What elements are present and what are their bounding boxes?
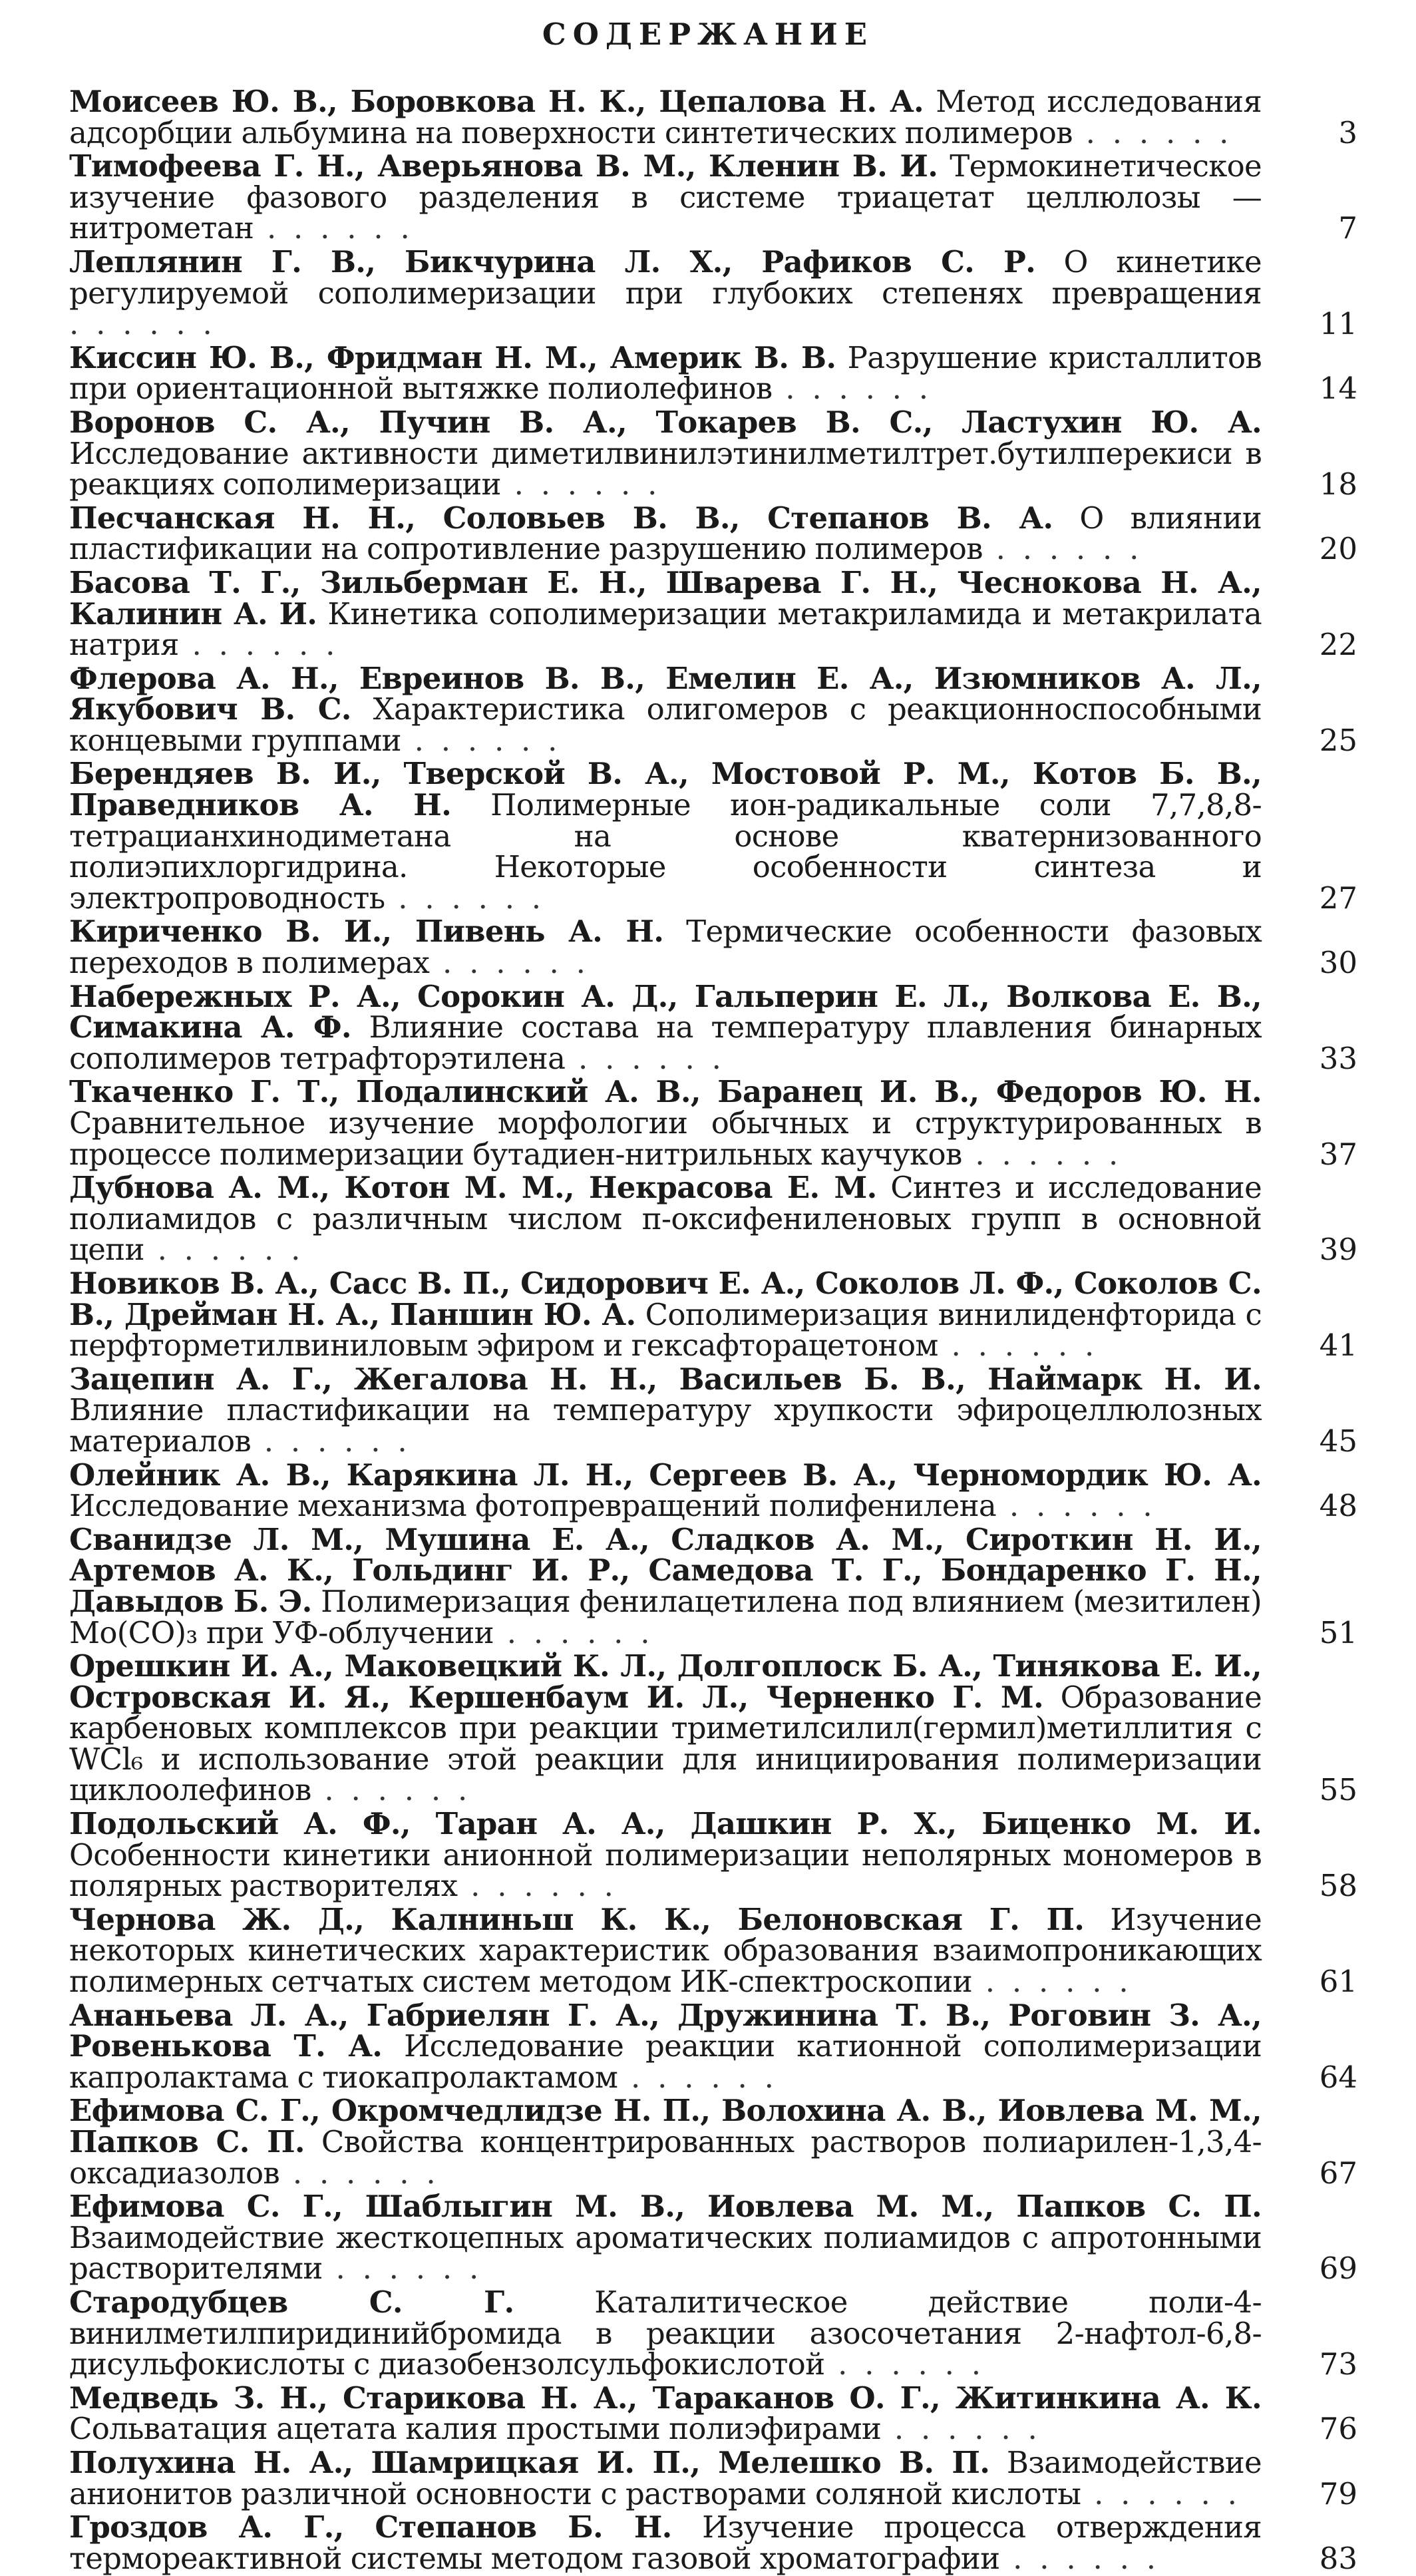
dot-leader: . . . . . . [772,371,933,407]
dot-leader: . . . . . . [881,2411,1041,2447]
toc-entry [69,404,1363,502]
entry-authors: Ефимова С. Г., Шаблыгин М. В., Иовлева М. М., Папков С. П. [69,2189,1262,2225]
toc-entry [69,500,1363,567]
toc-entry-text [69,1074,1262,1172]
dot-leader: . . . . . . [618,2059,778,2095]
entry-authors: Стародубцев С. Г. [69,2284,514,2320]
entry-title: Свойства концентрированных растворов полиарилен-1,3,4-оксадиазолов [69,2124,1262,2191]
toc-entry-text [69,2093,1262,2191]
toc-entry-text [69,2284,1262,2382]
toc-entry [69,2509,1363,2576]
entry-authors: Берендяев В. И., Тверской В. А., Мостовой Р. М., Котов Б. В., Праведников А. Н. [69,756,1262,823]
dot-leader: . . . . . . [279,2155,440,2191]
entry-title: Кинетика сополимеризации метакриламида и метакрилата натрия [69,596,1262,663]
dot-leader: . . . . . . [178,627,339,663]
entry-title: Сольватация ацетата калия простыми полиэфирами [69,2411,882,2447]
entry-page-number: 83 [1319,2540,1357,2576]
entry-page-number: 27 [1319,880,1357,916]
toc-entry [69,2191,1363,2285]
entry-page-number: 73 [1319,2346,1357,2382]
toc-entry-text [69,404,1262,502]
entry-authors: Воронов С. А., Пучин В. А., Токарев В. С., Ластухин Ю. А. [69,404,1262,440]
entry-page-number: 25 [1319,722,1357,758]
dot-leader: . . . . . . [385,880,546,916]
toc-entry-text [69,1806,1262,1904]
toc-entry-text [69,756,1262,916]
entry-title: Влияние пластификации на температуру хрупкости эфироцеллюлозных материалов [69,1392,1262,1459]
toc-entry-text [69,1265,1262,1364]
entry-page-number: 45 [1319,1423,1357,1459]
toc-entry [69,2093,1363,2191]
entry-authors: Дубнова А. М., Котон М. М., Некрасова Е. М. [69,1170,877,1206]
entry-authors: Новиков В. А., Сасс В. П., Сидорович Е. А., Соколов Л. Ф., Соколов С. В., Дрейман Н. А., Паншин Ю. А. [69,1265,1262,1332]
entry-title: О влиянии пластификации на сопротивление разрушению полимеров [69,500,1262,567]
entry-page-number: 3 [1338,114,1357,150]
toc-entry [69,564,1363,663]
dot-leader: . . . . . . [999,2540,1160,2576]
entry-title: Полимерные ион-радикальные соли 7,7,8,8-тетрацианхинодиметана на основе кватернизованного полиэпихлоргидрина. Некоторые особенности синтеза и электропроводность [69,787,1262,916]
toc-entry [69,1170,1363,1268]
dot-leader: . . . . . . [1072,114,1233,150]
entry-authors: Полухина Н. А., Шамрицкая И. П., Мелешко В. П. [69,2444,990,2480]
dot-leader: . . . . . . [824,2346,985,2382]
toc-entry [69,244,1363,342]
toc-entry [69,660,1363,758]
entry-page-number: 64 [1319,2059,1357,2095]
entry-page-number: 79 [1319,2476,1357,2511]
entry-authors: Флерова А. Н., Евреинов В. В., Емелин Е. А., Изюмников А. Л., Якубович В. С. [69,660,1262,727]
entry-title: Исследование механизма фотопревращений полифенилена [69,1488,997,1524]
toc-entry-text [69,2509,1262,2576]
dot-leader: . . . . . . [1081,2476,1241,2511]
dot-leader: . . . . . . [972,1964,1133,2000]
toc-entry-text [69,1170,1262,1268]
toc-entry [69,2380,1363,2447]
toc-entry [69,2284,1363,2382]
toc-entry [69,1265,1363,1364]
toc-entry-text [69,84,1262,150]
entry-page-number: 69 [1319,2251,1357,2287]
entry-page-number: 61 [1319,1964,1357,2000]
dot-leader: . . . . . . [457,1868,618,1904]
entry-authors: Олейник А. В., Карякина Л. Н., Сергеев В. А., Черномордик Ю. А. [69,1457,1262,1493]
toc-entry-text [69,2444,1262,2511]
toc-entry [69,1361,1363,1459]
entry-title: Изучение некоторых кинетических характеристик образования взаимопроникающих полимерных сетчатых систем методом ИК-спектроскопии [69,1901,1262,2000]
toc-entry-text [69,148,1262,246]
entry-title: Влияние состава на температуру плавления бинарных сополимеров тетрафторэтилена [69,1010,1262,1076]
entry-authors: Ткаченко Г. Т., Подалинский А. В., Баранец И. В., Федоров Ю. Н. [69,1074,1262,1110]
entry-title: Сравнительное изучение морфологии обычных и структурированных в процессе полимеризации бутадиен-нитрильных каучуков [69,1105,1262,1172]
dot-leader: . . . . . . [500,466,661,502]
toc-entry-text [69,2380,1262,2447]
toc-entry [69,84,1363,150]
entry-title: Сополимеризация винилиденфторида с перфторметилвиниловым эфиром и гексафторацетоном [69,1296,1262,1364]
entry-authors: Леплянин Г. В., Бикчурина Л. Х., Рафиков С. Р. [69,244,1036,279]
entry-page-number: 48 [1319,1488,1357,1524]
dot-leader: . . . . . . [311,1772,472,1808]
toc-entry [69,1901,1363,2000]
toc-entry-text [69,564,1262,663]
entry-authors: Гроздов А. Г., Степанов Б. Н. [69,2509,672,2545]
entry-title: Термические особенности фазовых переходов в полимерах [69,914,1262,981]
toc-entry [69,1806,1363,1904]
dot-leader: . . . . . . [429,945,590,981]
toc-entry [69,1457,1363,1524]
entry-page-number: 22 [1319,627,1357,663]
page-title: СОДЕРЖАНИЕ [542,17,874,52]
entry-authors: Чернова Ж. Д., Калниньш К. К., Белоновская Г. П. [69,1901,1085,1937]
toc-entry [69,148,1363,246]
toc-list [69,84,1363,2576]
entry-title: Термокинетическое изучение фазового разделения в системе триацетат целлюлозы — нитрометан [69,148,1262,246]
toc-entry-text [69,1521,1262,1650]
entry-title: Разрушение кристаллитов при ориентационной вытяжке полиолефинов [69,339,1262,407]
entry-title: Каталитическое действие поли-4-винилметилпиридинийбромида в реакции азосочетания 2-нафтол-6,8-дисульфокислоты с диазобензолсульфокислотой [69,2284,1262,2382]
entry-authors: Медведь З. Н., Старикова Н. А., Тараканов О. Г., Житинкина А. К. [69,2380,1262,2416]
entry-title: О кинетике регулируемой сополимеризации при глубоких степенях превращения [69,244,1262,311]
entry-page-number: 76 [1319,2411,1357,2447]
dot-leader: . . . . . . [144,1232,305,1268]
entry-page-number: 11 [1319,306,1357,342]
dot-leader: . . . . . . [996,1488,1156,1524]
toc-entry-text [69,2191,1262,2285]
toc-entry [69,978,1363,1076]
entry-page-number: 51 [1319,1614,1357,1650]
entry-title: Взаимодействие жесткоцепных ароматических полиамидов с апротонными растворителями [69,2219,1262,2287]
entry-page-number: 7 [1338,210,1357,246]
toc-entry-text [69,500,1262,567]
toc-entry-text [69,978,1262,1076]
entry-authors: Зацепин А. Г., Жегалова Н. Н., Васильев Б. В., Наймарк Н. И. [69,1361,1262,1397]
toc-entry-text [69,1997,1262,2095]
entry-authors: Сванидзе Л. М., Мушина Е. А., Сладков А. М., Сироткин Н. И., Артемов А. К., Гольдинг И. Р., Самедова Т. Г., Бондаренко Г. Н., Давыдов Б. Э. [69,1521,1262,1619]
toc-entry-text [69,1901,1262,2000]
entry-title: Полимеризация фенилацетилена под влиянием (мезитилен) Mo(CO)₃ при УФ-облучении [69,1583,1262,1650]
entry-authors: Орешкин И. А., Маковецкий К. Л., Долгоплоск Б. А., Тинякова Е. И., Островская И. Я., Кершенбаум И. Л., Черненко Г. М. [69,1648,1262,1715]
dot-leader: . . . . . . [254,210,414,246]
entry-authors: Ананьева Л. А., Габриелян Г. А., Дружинина Т. В., Роговин З. А., Ровенькова Т. А. [69,1997,1262,2064]
entry-title: Образование карбеновых комплексов при реакции триметилсилил(гермил)метиллития с WCl₆ и использование этой реакции для инициирования полимеризации циклоолефинов [69,1679,1262,1808]
dot-leader: . . . . . . [493,1614,654,1650]
toc-entry-text [69,914,1262,981]
dot-leader: . . . . . . [69,306,216,342]
dot-leader: . . . . . . [401,722,562,758]
entry-title: Метод исследования адсорбции альбумина на поверхности синтетических полимеров [69,84,1262,150]
entry-title: Исследование реакции катионной сополимеризации капролактама с тиокапролактамом [69,2028,1262,2095]
dot-leader: . . . . . . [938,1328,1099,1364]
dot-leader: . . . . . . [251,1423,411,1459]
entry-authors: Набережных Р. А., Сорокин А. Д., Гальперин Е. Л., Волкова Е. В., Симакина А. Ф. [69,978,1262,1045]
entry-title: Характеристика олигомеров с реакционноспособными концевыми группами [69,691,1262,758]
dot-leader: . . . . . . [565,1040,725,1076]
entry-page-number: 37 [1319,1136,1357,1172]
entry-title: Исследование активности диметилвинилэтинилметилтрет.бутилперекиси в реакциях сополимеризации [69,435,1262,502]
toc-entry-text [69,1361,1262,1459]
entry-authors: Тимофеева Г. Н., Аверьянова В. М., Кленин В. И. [69,148,938,184]
toc-entry-text [69,1457,1262,1524]
entry-authors: Подольский А. Ф., Таран А. А., Дашкин Р. Х., Биценко М. И. [69,1806,1262,1842]
entry-authors: Песчанская Н. Н., Соловьев В. В., Степанов В. А. [69,500,1053,536]
toc-entry [69,339,1363,407]
dot-leader: . . . . . . [962,1136,1123,1172]
toc-entry [69,1997,1363,2095]
entry-page-number: 18 [1319,466,1357,502]
entry-page-number: 39 [1319,1232,1357,1268]
dot-leader: . . . . . . [982,531,1143,567]
toc-entry-text [69,660,1262,758]
toc-entry [69,2444,1363,2511]
entry-title: Взаимодействие анионитов различной основности с растворами соляной кислоты [69,2444,1262,2511]
entry-page-number: 33 [1319,1040,1357,1076]
toc-entry [69,1521,1363,1650]
entry-page-number: 30 [1319,945,1357,981]
entry-authors: Моисеев Ю. В., Боровкова Н. К., Цепалова Н. А. [69,84,924,119]
toc-entry-text [69,339,1262,407]
entry-authors: Басова Т. Г., Зильберман Е. Н., Шварева Г. Н., Чеснокова Н. А., Калинин А. И. [69,564,1262,632]
entry-authors: Ефимова С. Г., Окромчедлидзе Н. П., Волохина А. В., Иовлева М. М., Папков С. П. [69,2093,1262,2159]
entry-page-number: 20 [1319,531,1357,567]
entry-page-number: 67 [1319,2155,1357,2191]
toc-entry [69,1074,1363,1172]
toc-entry [69,914,1363,981]
entry-title: Особенности кинетики анионной полимеризации неполярных мономеров в полярных растворителях [69,1837,1262,1904]
dot-leader: . . . . . . [322,2251,483,2287]
entry-page-number: 55 [1319,1772,1357,1808]
entry-page-number: 14 [1319,371,1357,407]
entry-page-number: 58 [1319,1868,1357,1904]
entry-title: Синтез и исследование полиамидов с различным числом п-оксифениленовых групп в основной цепи [69,1170,1262,1268]
toc-entry-text [69,244,1262,342]
entry-authors: Кириченко В. И., Пивень А. Н. [69,914,664,950]
entry-authors: Киссин Ю. В., Фридман Н. М., Америк В. В. [69,339,836,375]
toc-entry [69,756,1363,916]
entry-page-number: 41 [1319,1328,1357,1364]
toc-entry-text [69,1648,1262,1808]
toc-entry [69,1648,1363,1808]
entry-title: Изучение процесса отверждения термореактивной системы методом газовой хроматографии [69,2509,1262,2576]
